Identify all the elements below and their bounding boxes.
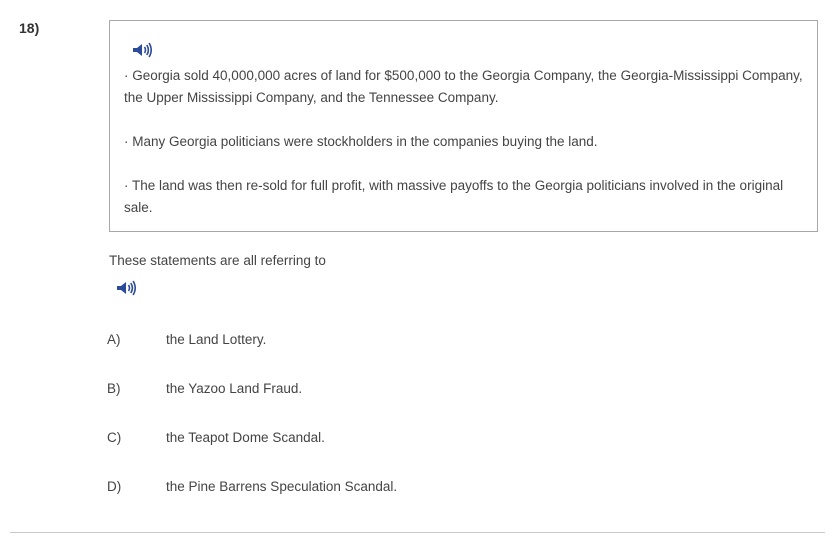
choice-letter: B): [107, 381, 121, 396]
question-stem: These statements are all referring to: [109, 253, 326, 268]
choice-letter: A): [107, 332, 121, 347]
speaker-icon[interactable]: [131, 41, 153, 59]
choice-text: the Pine Barrens Speculation Scandal.: [166, 479, 398, 494]
answer-choice-c[interactable]: [107, 430, 707, 452]
stimulus-paragraph: · Many Georgia politicians were stockholders in the companies buying the land.: [124, 134, 598, 149]
question-number: 18): [19, 20, 40, 36]
choice-text: the Yazoo Land Fraud.: [166, 381, 303, 396]
choice-text: the Land Lottery.: [166, 332, 267, 347]
choice-text: the Teapot Dome Scandal.: [166, 430, 325, 445]
choice-letter: D): [107, 479, 122, 494]
choice-letter: C): [107, 430, 122, 445]
answer-choice-d[interactable]: [107, 479, 707, 501]
stimulus-text: [124, 65, 809, 219]
speaker-icon[interactable]: [115, 279, 137, 297]
stimulus-paragraph: · Georgia sold 40,000,000 acres of land for $500,000 to the Georgia Company, the Georgia-Mississippi Company, the Upper Mississippi Company, and the Tennessee Company.: [124, 68, 803, 105]
answer-choice-a[interactable]: [107, 332, 707, 354]
stimulus-paragraph: · The land was then re-sold for full profit, with massive payoffs to the Georgia politicians involved in the original sale.: [124, 178, 784, 215]
bottom-divider: [10, 532, 825, 533]
stimulus-box: [109, 20, 818, 232]
answer-choice-b[interactable]: [107, 381, 707, 403]
